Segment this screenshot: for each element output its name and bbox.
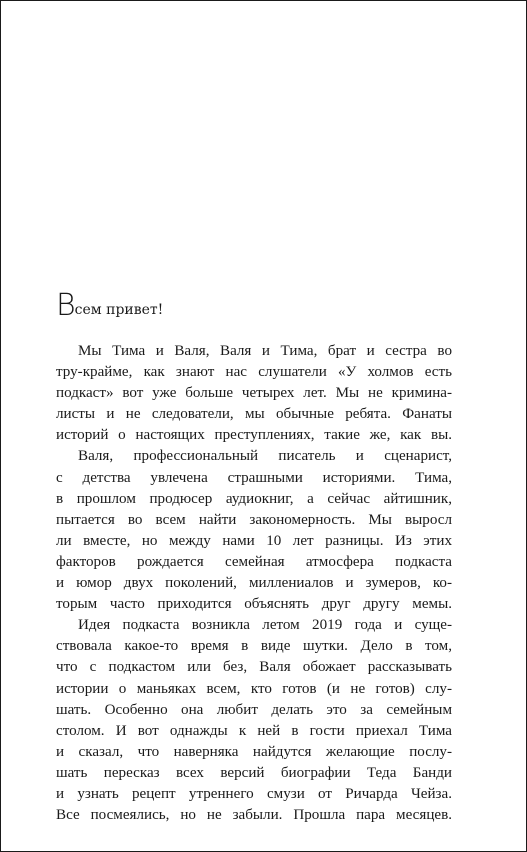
text-line: Все посмеялись, но не забыли. Прошла пара месяцев.: [56, 807, 452, 824]
drop-cap-letter: В: [56, 288, 75, 323]
text-line: с детства увлечена страшными историями. Тима,: [56, 469, 452, 486]
text-line: подкаст» вот уже больше четырех лет. Мы не кримина-: [56, 385, 452, 402]
text-line: и сказал, что наверняка найдутся желающие послу-: [56, 743, 452, 760]
text-line: шать пересказ всех версий биографии Теда Банди: [56, 764, 452, 781]
text-line: и юмор двух поколений, миллениалов и зумеров, ко-: [56, 575, 452, 592]
text-line: листы и не следователи, мы обычные ребята. Фанаты: [56, 406, 452, 423]
text-line: Идея подкаста возникла летом 2019 года и суще-: [78, 617, 452, 634]
text-line: факторов рождается семейная атмосфера подкаста: [56, 553, 452, 570]
text-line: истории о маньяках всем, кто готов (и не готов) слу-: [56, 680, 452, 697]
text-line: в прошлом продюсер аудиокниг, а сейчас айтишник,: [56, 490, 452, 507]
text-line: ли вместе, но между нами 10 лет разницы. Из этих: [56, 532, 452, 549]
text-line: тру-крайме, как знают нас слушатели «У холмов есть: [56, 364, 452, 381]
body-text: [56, 341, 452, 826]
text-line: что с подкастом или без, Валя обожает рассказывать: [56, 659, 452, 676]
text-line: Мы Тима и Валя, Валя и Тима, брат и сестра во: [78, 343, 452, 359]
text-line: столом. И вот однажды к ней в гости приехал Тима: [56, 722, 452, 739]
text-line: Валя, профессиональный писатель и сценарист,: [78, 448, 452, 465]
greeting-heading: [56, 288, 164, 323]
text-line: историй о настоящих преступлениях, такие же, как вы.: [56, 427, 452, 444]
text-line: торым часто приходится объяснять друг другу мемы.: [56, 596, 452, 613]
text-line: ствовала какое-то время в виде шутки. Дело в том,: [56, 638, 452, 655]
text-line: пытается во всем найти закономерность. Мы выросл: [56, 511, 452, 528]
text-line: шать. Особенно она любит делать это за семейным: [56, 701, 452, 718]
greeting-text: сем привет!: [74, 302, 164, 318]
text-line: и узнать рецепт утреннего смузи от Ричарда Чейза.: [56, 785, 452, 802]
